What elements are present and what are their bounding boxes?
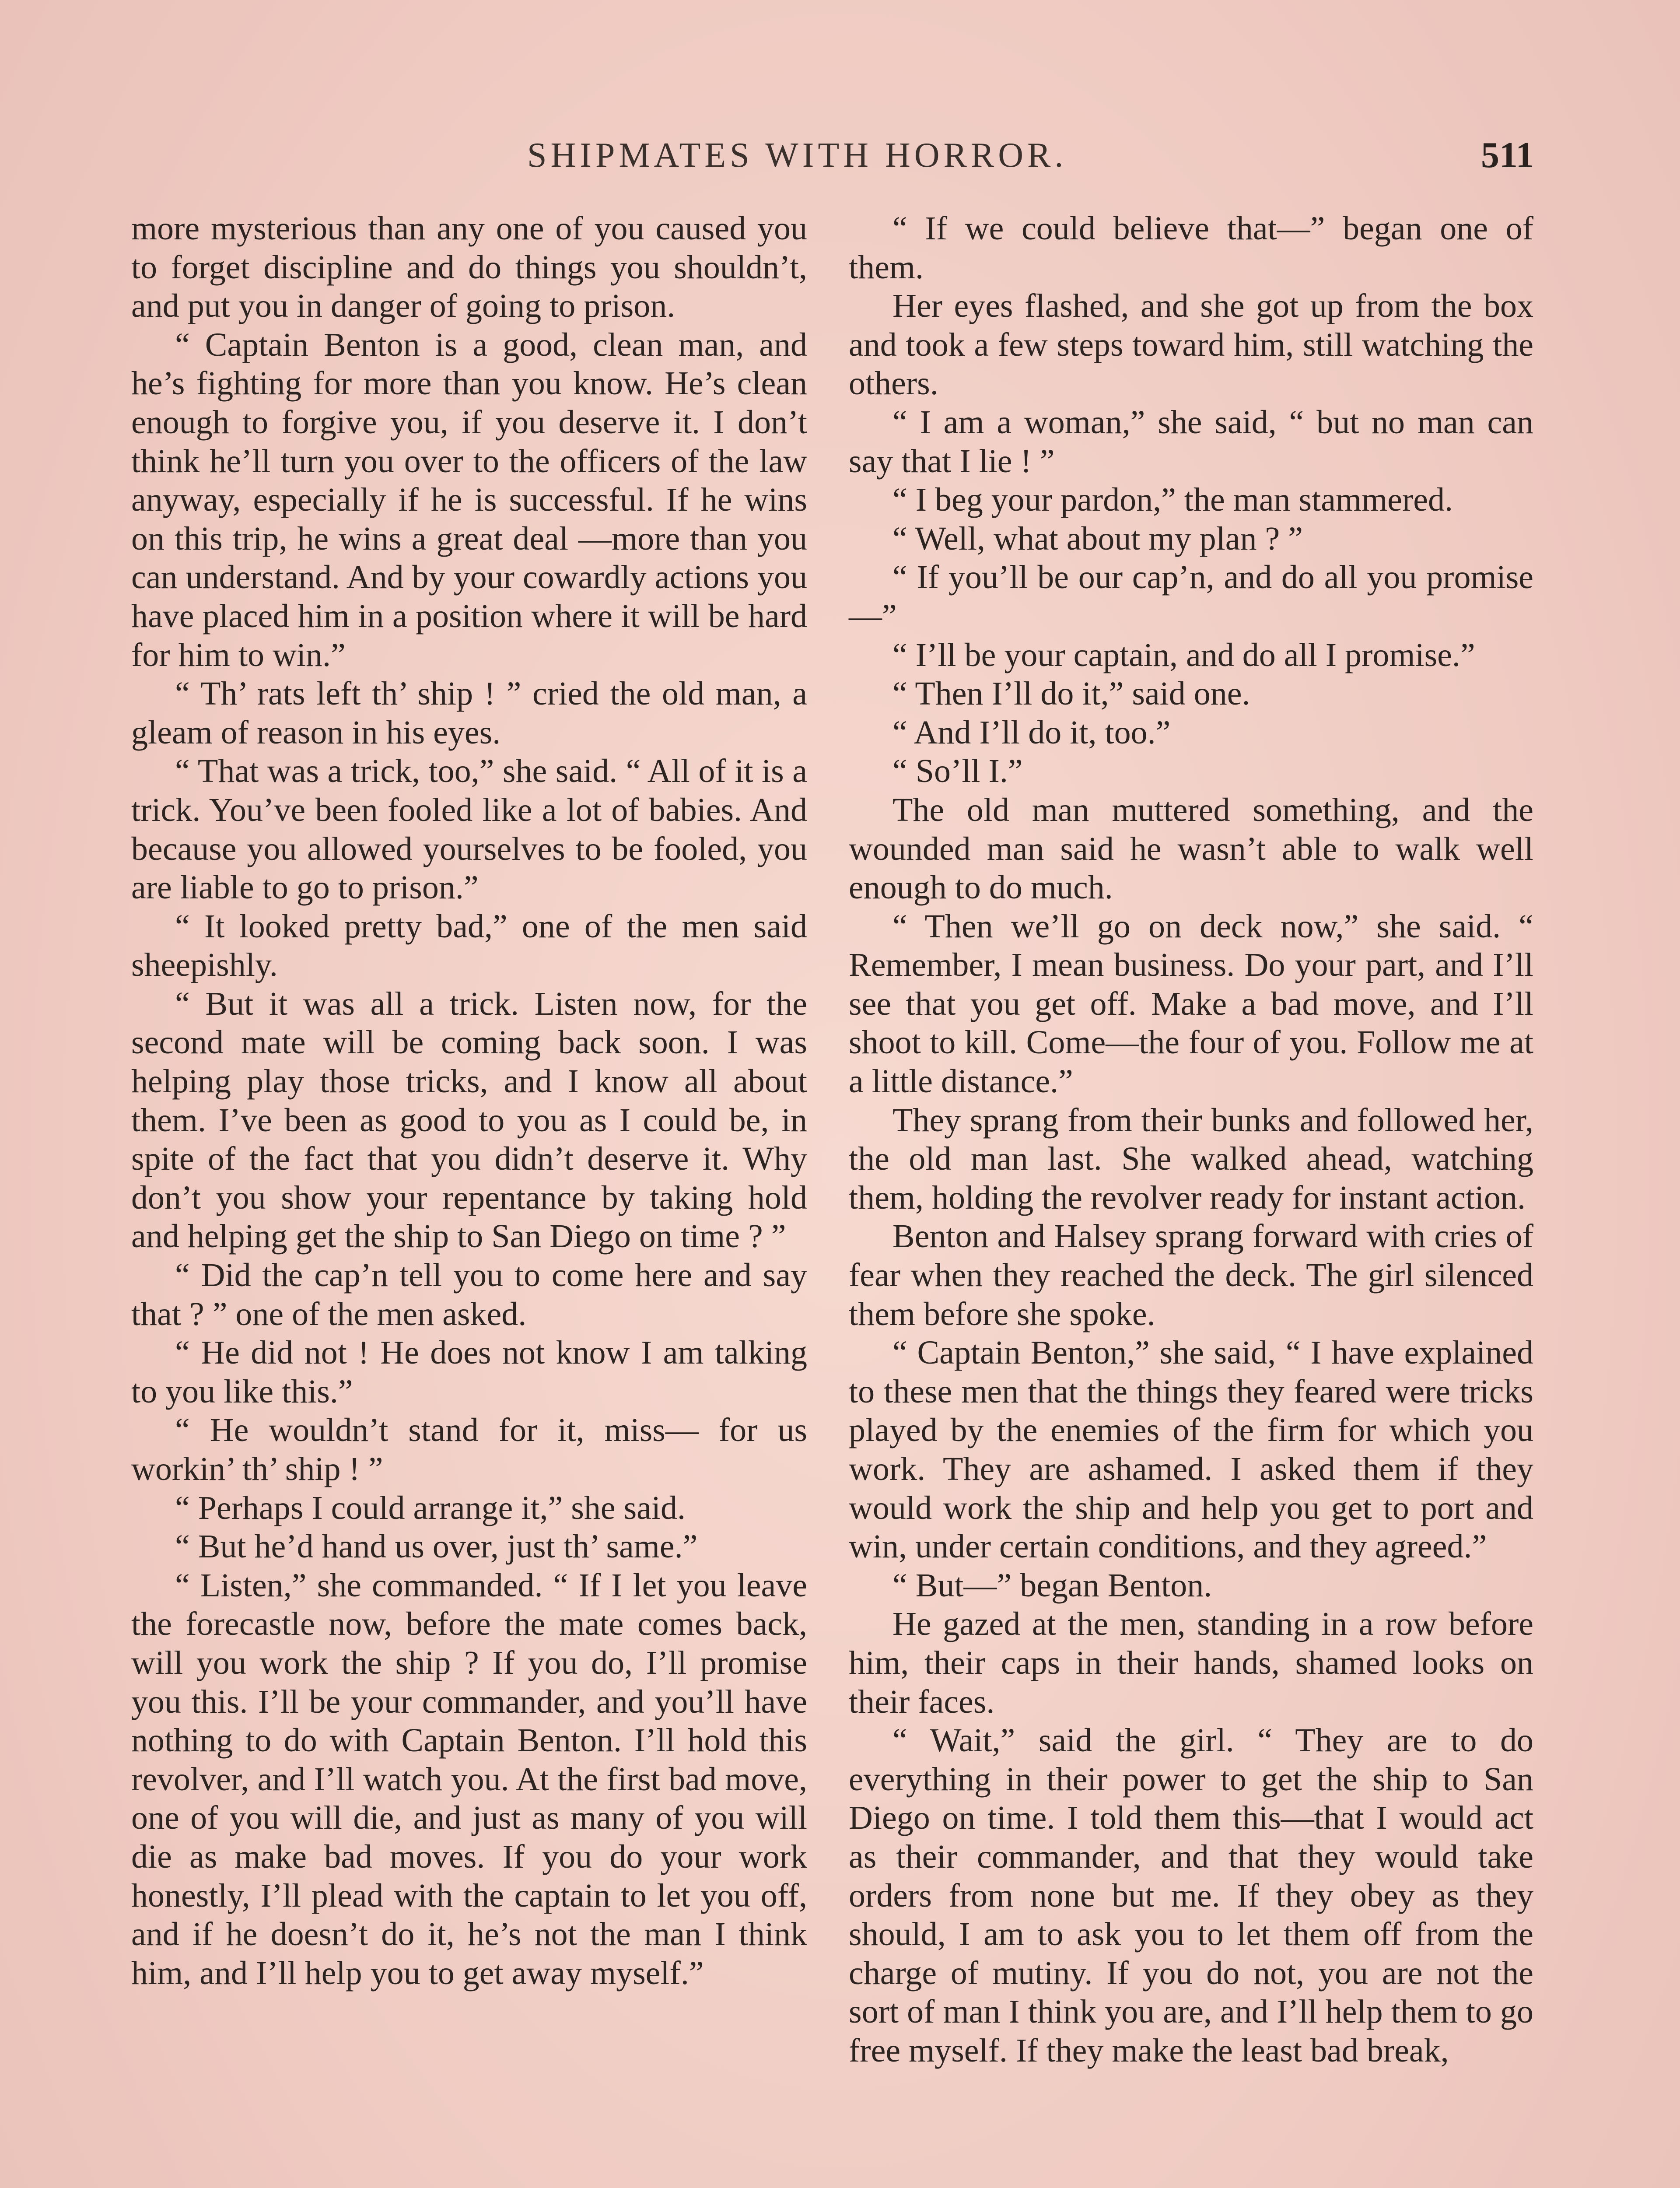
paragraph: “ I’ll be your captain, and do all I promise.”: [892, 636, 1475, 673]
paragraph: more mysterious than any one of you caused you to forget discipline and do things you shouldn’t, and put you in danger of going to prison.: [131, 210, 807, 325]
paragraph: They sprang from their bunks and followed her, the old man last. She walked ahead, watching them, holding the revolver ready for instant action.: [849, 1101, 1533, 1216]
paragraph: Her eyes flashed, and she got up from the box and took a few steps toward him, still watching the others.: [849, 288, 1533, 402]
paragraph: The old man muttered something, and the wounded man said he wasn’t able to walk well enough to do much.: [849, 791, 1533, 906]
running-head: [0, 131, 1680, 179]
paragraph: “ But it was all a trick. Listen now, for the second mate will be coming back soon. I was helping play those tricks, and I know all about them. I’ve been as good to you as I could be, in spite of the fact that you didn’t deserve it. Why don’t you show your repentance by taking hold and helping get the ship to San Diego on time ? ”: [131, 985, 807, 1255]
paragraph: “ He wouldn’t stand for it, miss— for us workin’ th’ ship ! ”: [131, 1412, 807, 1487]
paragraph: “ I am a woman,” she said, “ but no man can say that I lie ! ”: [849, 403, 1533, 480]
paragraph: “ Listen,” she commanded. “ If I let you leave the forecastle now, before the mate comes back, will you work the ship ? If you do, I’ll promise you this. I’ll be your commander, and you’ll have nothing to do with Captain Benton. I’ll hold this revolver, and I’ll watch you. At the first bad move, one of you will die, and just as many of you will die as make bad moves. If you do your work honestly, I’ll plead with the captain to let you off, and if he doesn’t do it, he’s not the man I think him, and I’ll help you to get away myself.”: [131, 1567, 807, 1992]
paragraph: “ That was a trick, too,” she said. “ All of it is a trick. You’ve been fooled like a lot of babies. And because you allowed yourselves to be fooled, you are liable to go to prison.”: [131, 753, 807, 906]
paragraph: “ Th’ rats left th’ ship ! ” cried the old man, a gleam of reason in his eyes.: [131, 675, 807, 751]
right-column: [849, 209, 1533, 2070]
paragraph: “ Captain Benton is a good, clean man, and he’s fighting for more than you know. He’s clean enough to forgive you, if you deserve it. I don’t think he’ll turn you over to the officers of the law anyway, especially if he is successful. If he wins on this trip, he wins a great deal —more than you can understand. And by your cowardly actions you have placed him in a position where it will be hard for him to win.”: [131, 326, 807, 673]
paragraph: “ Then I’ll do it,” said one.: [892, 675, 1250, 712]
page-number: 511: [1481, 135, 1534, 175]
paragraph: “ So’ll I.”: [892, 753, 1023, 790]
paragraph: “ Wait,” said the girl. “ They are to do everything in their power to get the ship to San Diego on time. I told them this—that I would act as their commander, and that they would take orders from none but me. If they obey as they should, I am to ask you to let them off from the charge of mutiny. If you do not, you are not the sort of man I think you are, and I’ll help them to go free myself. If they make the least bad break,: [849, 1722, 1533, 2069]
paragraph: “ I beg your pardon,” the man stammered.: [892, 481, 1453, 519]
paragraph: “ But he’d hand us over, just th’ same.”: [175, 1528, 698, 1565]
paragraph: “ And I’ll do it, too.”: [892, 714, 1171, 751]
paragraph: “ It looked pretty bad,” one of the men said sheepishly.: [131, 908, 807, 984]
paragraph: “ If you’ll be our cap’n, and do all you promise—”: [849, 559, 1533, 635]
paragraph: He gazed at the men, standing in a row before him, their caps in their hands, shamed looks on their faces.: [849, 1606, 1533, 1720]
paragraph: “ If we could believe that—” began one of them.: [849, 210, 1533, 286]
running-title: SHIPMATES WITH HORROR.: [527, 136, 1068, 175]
paragraph: “ He did not ! He does not know I am talking to you like this.”: [131, 1334, 807, 1410]
paragraph: Benton and Halsey sprang forward with cries of fear when they reached the deck. The girl silenced them before she spoke.: [849, 1218, 1533, 1332]
paragraph: “ Perhaps I could arrange it,” she said.: [175, 1489, 686, 1526]
paragraph: “ But—” began Benton.: [892, 1567, 1212, 1604]
paragraph: “ Then we’ll go on deck now,” she said. “ Remember, I mean business. Do your part, and I’ll see that you get off. Make a bad move, and I’ll shoot to kill. Come—the four of you. Follow me at a little distance.”: [849, 908, 1533, 1100]
paragraph: “ Did the cap’n tell you to come here and say that ? ” one of the men asked.: [131, 1257, 807, 1332]
left-column: [131, 209, 807, 1992]
paragraph: “ Captain Benton,” she said, “ I have explained to these men that the things they feared were tricks played by the enemies of the firm for which you work. They are ashamed. I asked them if they would work the ship and help you get to port and win, under certain conditions, and they agreed.”: [849, 1334, 1533, 1565]
paragraph: “ Well, what about my plan ? ”: [892, 520, 1303, 557]
